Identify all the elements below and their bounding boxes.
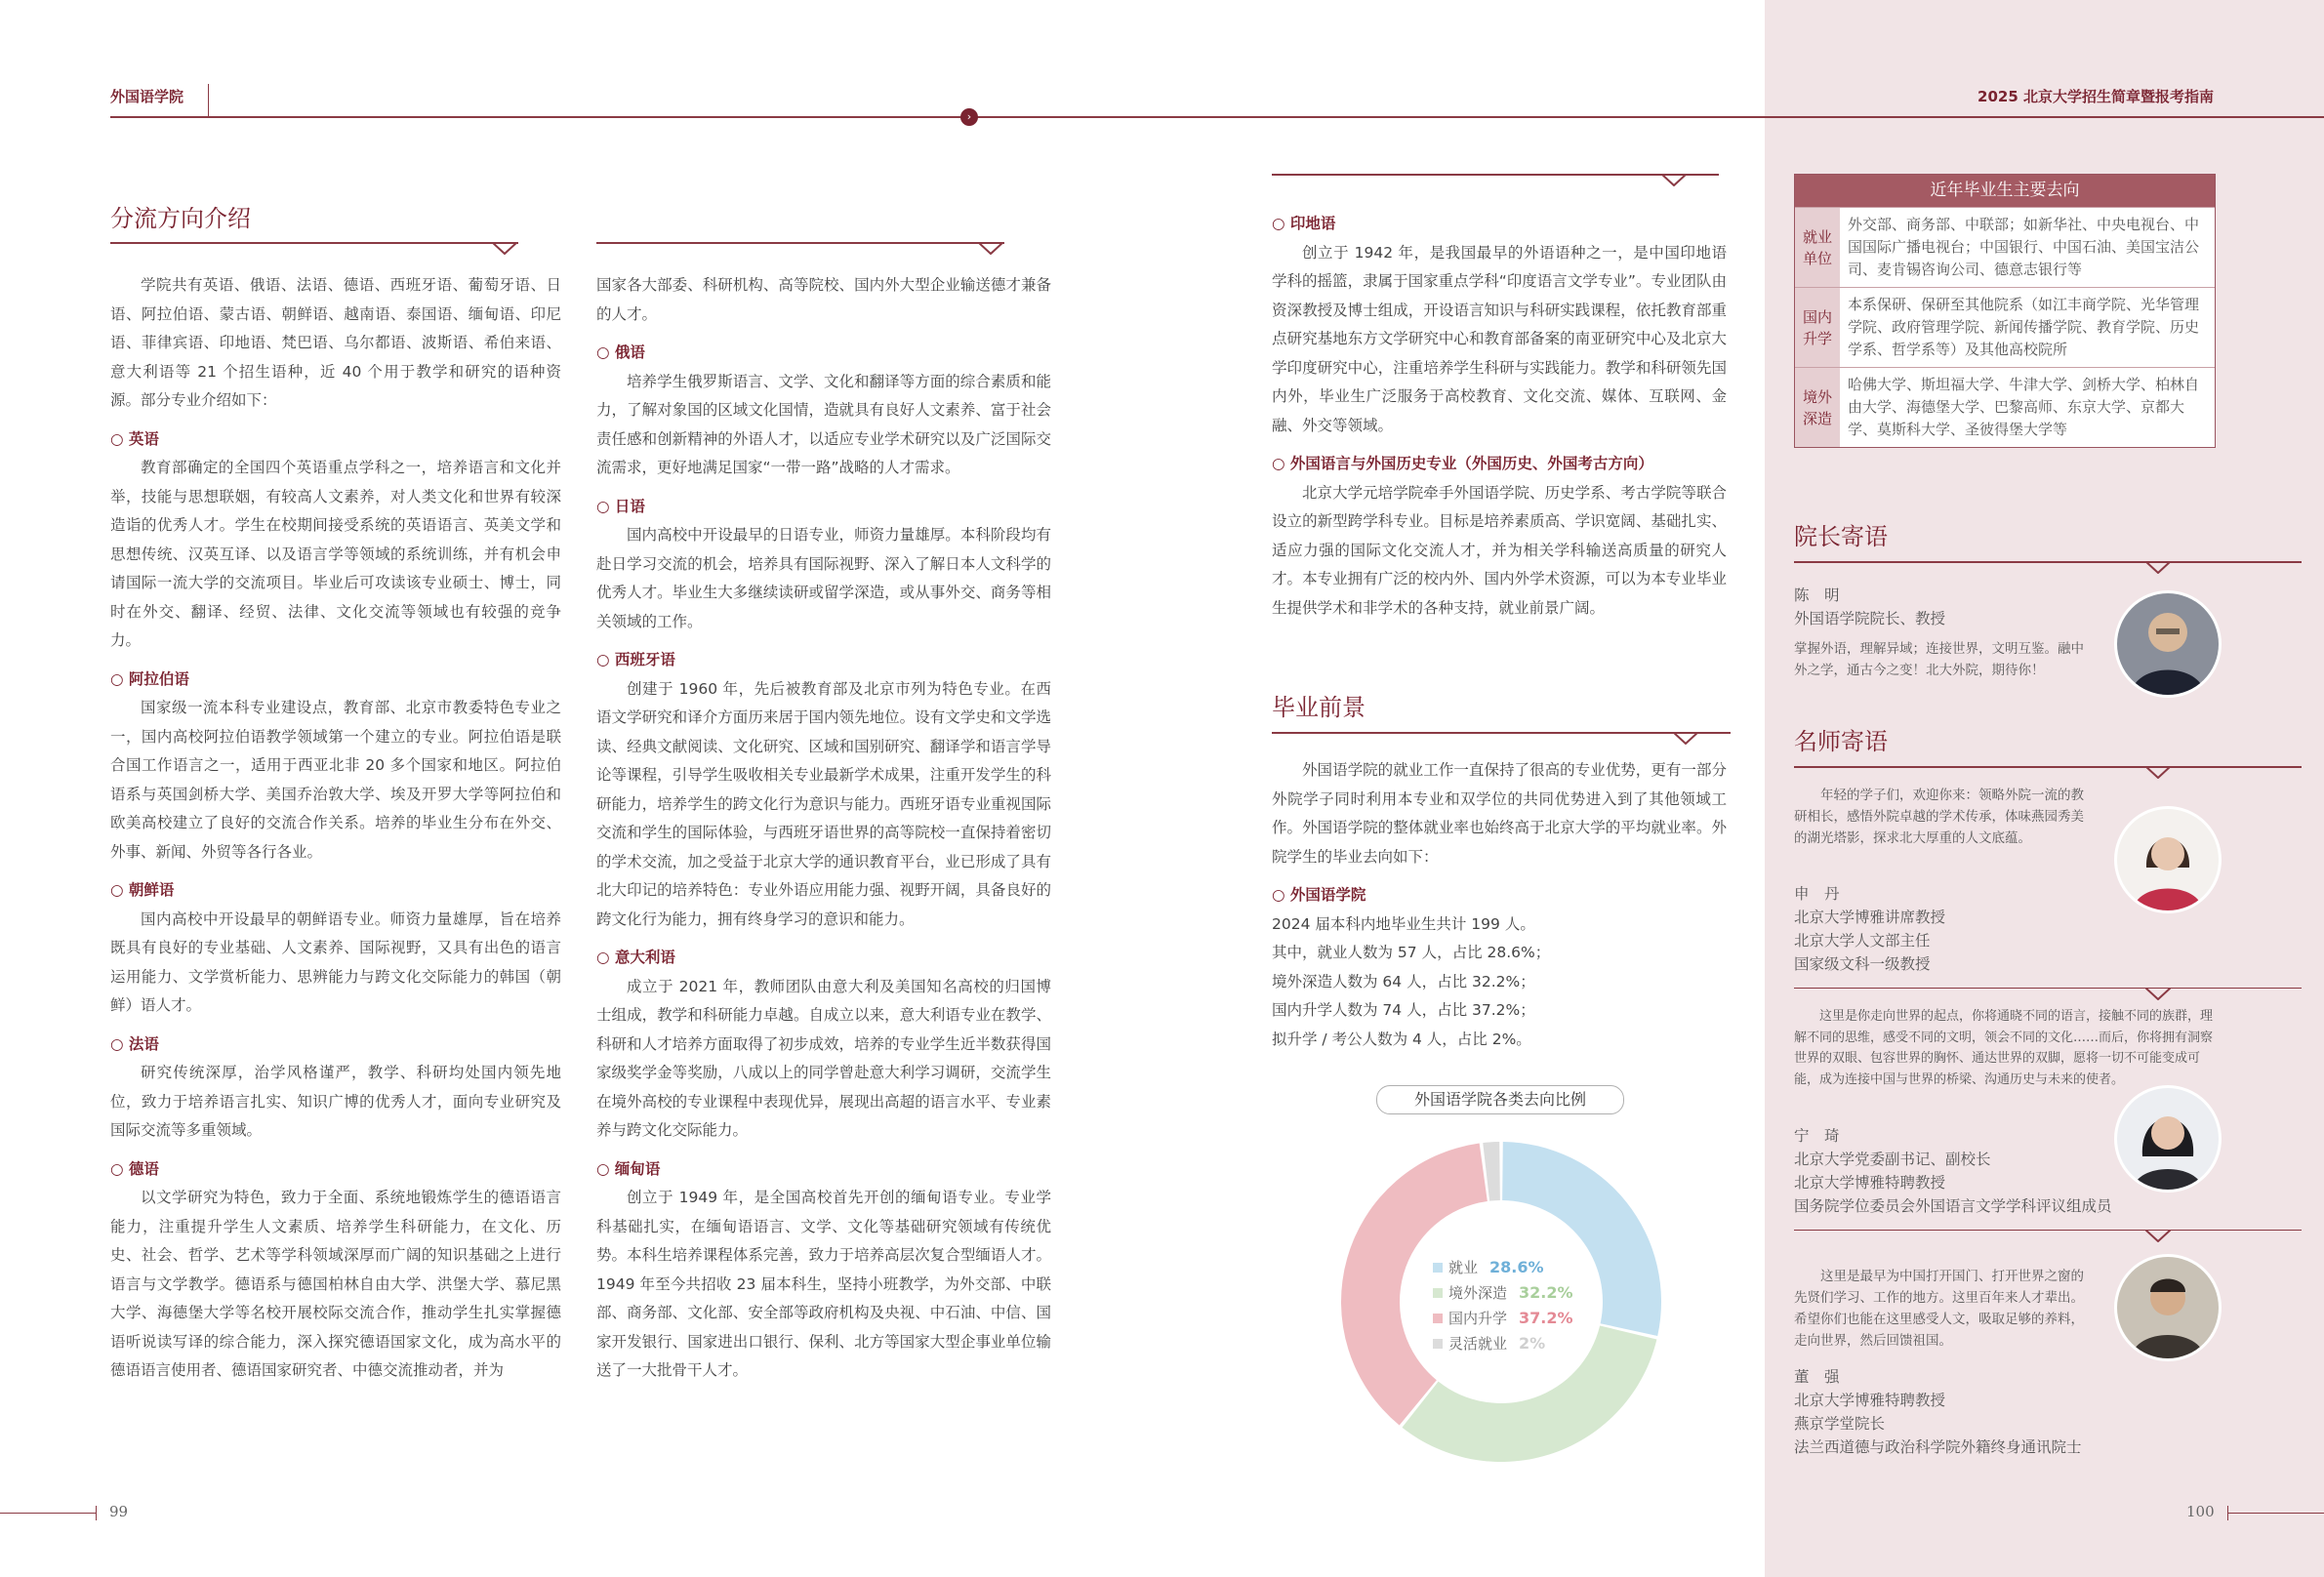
avatar <box>2114 590 2222 698</box>
major-desc-burmese: 创立于 1949 年，是全国高校首先开创的缅甸语专业。专业学科基础扎实，在缅甸语语言、文学、文化等基础研究领域有传统优势。本科生培养课程体系完善，致力于培养高层次复合型缅语人才。1949 年至今共招收 23 届本科生，坚持小班教学，为外交部、中联部、商务部、文化部、安全部等政府机构及央视、中石油、中信、国家开发银行、国家进出口银行、保利、北方等国家大型企事业单位输送了一大批骨干人才。 <box>596 1189 1051 1379</box>
major-desc-english: 教育部确定的全国四个英语重点学科之一，培养语言和文化并举，技能与思想联姻，有较高人文素养，对人类文化和世界有较深造诣的优秀人才。学生在校期间接受系统的英语语言、英美文学和思想传统、汉英互译、以及语言学等领域的系统训练，并有机会申请国际一流大学的交流项目。毕业后可攻读该专业硕士、博士，同时在外交、翻译、经贸、法律、文化交流等领域也有较强的竞争力。 <box>110 459 561 649</box>
teacher-name: 董 强 <box>1794 1368 1840 1386</box>
major-title-burmese: ○ 缅甸语 <box>596 1155 1051 1185</box>
stat-line: 其中，就业人数为 57 人，占比 28.6%； <box>1272 944 1551 961</box>
teacher-quote: 年轻的学子们，欢迎你来：领略外院一流的教研相长，感悟外院卓越的学术传承，体味燕园秀美的湖光塔影，探求北大厚重的人文底蕴。 <box>1794 788 2084 846</box>
rule-notch-icon <box>492 242 517 255</box>
major-desc-spanish: 创建于 1960 年，先后被教育部及北京市列为特色专业。在西语文学研究和译介方面历来居于国内领先地位。设有文学史和文学选读、经典文献阅读、文化研究、区域和国别研究、翻译学和语言学导论等课程，引导学生吸收相关专业最新学术成果，注重开发学生的科研能力，培养学生的跨文化行为意识与能力。西班牙语专业重视国际交流和学生的国际体验，与西班牙语世界的高等院校一直保持着密切的学术交流，加之受益于北京大学的通识教育平台，业已形成了具有北大印记的培养特色：专业外语应用能力强、视野开阔，具备良好的跨文化行为能力，拥有终身学习的意识和能力。 <box>596 679 1051 928</box>
major-title-history: ○ 外国语言与外国历史专业（外国历史、外国考古方向） <box>1272 450 1727 479</box>
school-stats-title: ○ 外国语学院 <box>1272 881 1727 910</box>
teacher-role: 国家级文科一级教授 <box>1794 955 1931 973</box>
major-title-spanish: ○ 西班牙语 <box>596 646 1051 675</box>
legend-item <box>1433 1331 1573 1356</box>
dean-quote: 掌握外语，理解异域；连接世界，文明互鉴。融中外之学，通古今之变！北大外院，期待你！ <box>1794 641 2084 678</box>
major-desc-history: 北京大学元培学院牵手外国语学院、历史学系、考古学院等联合设立的新型跨学科专业。目标是培养素质高、学识宽阔、基础扎实、适应力强的国际文化交流人才，并为相关学科输送高质量的研究人才。本专业拥有广泛的校内外、国内外学术资源，可以为本专业毕业生提供学术和非学术的各种支持，就业前景广阔。 <box>1272 483 1727 617</box>
major-title-italian: ○ 意大利语 <box>596 944 1051 973</box>
rule-notch-icon <box>1673 732 1698 745</box>
column-3-bottom <box>1272 756 1727 1054</box>
legend-item <box>1433 1280 1573 1306</box>
rule-notch-icon <box>2145 988 2171 1000</box>
teacher-name: 申 丹 <box>1794 885 1840 903</box>
header-rule <box>110 116 2324 118</box>
teacher-role: 北京大学人文部主任 <box>1794 932 1931 950</box>
major-title-english: ○ 英语 <box>110 425 561 455</box>
major-title-french: ○ 法语 <box>110 1031 561 1060</box>
row-value: 哈佛大学、斯坦福大学、牛津大学、剑桥大学、柏林自由大学、海德堡大学、巴黎高师、东京大学、京都大学、莫斯科大学、圣彼得堡大学等 <box>1848 376 2200 438</box>
divider <box>1794 1230 2302 1231</box>
legend-item <box>1433 1306 1573 1331</box>
section-rule <box>110 242 518 244</box>
major-desc-arabic: 国家级一流本科专业建设点，教育部、北京市教委特色专业之一，国内高校阿拉伯语教学领域第一个建立的专业。阿拉伯语是联合国工作语言之一，适用于西亚北非 20 多个国家和地区。阿拉伯语系与英国剑桥大学、美国乔治敦大学、埃及开罗大学等阿拉伯和欧美高校建立了良好的交流合作关系。培养的毕业生分布在外交、外事、新闻、外贸等各行各业。 <box>110 699 561 861</box>
major-title-japanese: ○ 日语 <box>596 493 1051 522</box>
teacher-name: 宁 琦 <box>1794 1127 1840 1145</box>
page-number-right: 100 <box>2186 1503 2215 1520</box>
section-title-teachers: 名师寄语 <box>1794 728 1888 755</box>
column-1 <box>110 271 561 1386</box>
rule-notch-icon <box>978 242 1003 255</box>
row-value: 本系保研、保研至其他院系（如江丰商学院、光华管理学院、政府管理学院、新闻传播学院、教育学院、历史学系、哲学系等）及其他高校院所 <box>1848 296 2200 358</box>
section-title-prospects: 毕业前景 <box>1272 694 1366 721</box>
table-row <box>1795 207 2215 287</box>
german-continued: 国家各大部委、科研机构、高等院校、国内外大型企业输送德才兼备的人才。 <box>596 276 1051 323</box>
row-value: 外交部、商务部、中联部；如新华社、中央电视台、中国国际广播电视台；中国银行、中国石油、美国宝洁公司、麦肯锡咨询公司、德意志银行等 <box>1848 216 2200 278</box>
avatar <box>2114 1085 2222 1193</box>
section-rule <box>1794 766 2302 768</box>
teacher-quote: 这里是最早为中国打开国门、打开世界之窗的先贤们学习、工作的地方。这里百年来人才辈出。希望你们也能在这里感受人文，吸取足够的养料，走向世界，然后回馈祖国。 <box>1794 1269 2084 1349</box>
teacher-role: 北京大学党委副书记、副校长 <box>1794 1151 1991 1168</box>
row-key: 国内升学 <box>1795 288 1840 367</box>
footer-rule <box>2227 1513 2324 1514</box>
chart-legend <box>1433 1255 1573 1356</box>
header-publication-title: 2025 北京大学招生简章暨报考指南 <box>1977 88 2214 105</box>
rule-notch-icon <box>1661 174 1687 186</box>
major-desc-german: 以文学研究为特色，致力于全面、系统地锻炼学生的德语语言能力，注重提升学生人文素质、培养学生科研能力，在文化、历史、社会、哲学、艺术等学科领域深厚而广阔的知识基础之上进行语言与文学教学。德语系与德国柏林自由大学、洪堡大学、慕尼黑大学、海德堡大学等名校开展校际交流合作，推动学生扎实掌握德语听说读写译的综合能力，深入探究德语国家文化，成为高水平的德语语言使用者、德语国家研究者、中德交流推动者，并为 <box>110 1189 561 1379</box>
legend-swatch <box>1433 1314 1443 1323</box>
rule-notch-icon <box>2145 561 2171 574</box>
avatar <box>2114 806 2222 913</box>
section-rule <box>1272 732 1731 734</box>
major-desc-japanese: 国内高校中开设最早的日语专业，师资力量雄厚。本科阶段均有赴日学习交流的机会，培养具有国际视野、深入了解日本人文科学的优秀人才。毕业生大多继续读研或留学深造，或从事外交、商务等相关领域的工作。 <box>596 526 1051 630</box>
header-school-name: 外国语学院 <box>110 88 184 105</box>
legend-swatch <box>1433 1288 1443 1298</box>
dean-role: 外国语学院院长、教授 <box>1794 610 1946 627</box>
legend-swatch <box>1433 1339 1443 1349</box>
major-title-hindi: ○ 印地语 <box>1272 210 1727 239</box>
stat-line: 拟升学 / 考公人数为 4 人，占比 2%。 <box>1272 1030 1531 1048</box>
teacher-role: 燕京学堂院长 <box>1794 1415 1886 1433</box>
page-number-left: 99 <box>109 1503 129 1520</box>
legend-label: 灵活就业 <box>1448 1335 1508 1353</box>
major-desc-russian: 培养学生俄罗斯语言、文学、文化和翻译等方面的综合素质和能力，了解对象国的区域文化国情，造就具有良好人文素养、富于社会责任感和创新精神的外语人才，以适应专业学术研究以及广泛国际交流需求，更好地满足国家“一带一路”战略的人才需求。 <box>596 372 1051 476</box>
major-desc-french: 研究传统深厚，治学风格谨严，教学、科研均处国内领先地位，致力于培养语言扎实、知识广博的优秀人才，面向专业研究及国际交流等多重领域。 <box>110 1064 561 1139</box>
header-divider <box>208 84 209 117</box>
major-title-russian: ○ 俄语 <box>596 339 1051 368</box>
row-key: 境外深造 <box>1795 368 1840 447</box>
section-title-majors: 分流方向介绍 <box>110 205 251 232</box>
teacher-role: 北京大学博雅讲席教授 <box>1794 909 1946 926</box>
stat-line: 境外深造人数为 64 人，占比 32.2%； <box>1272 972 1535 991</box>
major-desc-korean: 国内高校中开设最早的朝鲜语专业。师资力量雄厚，旨在培养既具有良好的专业基础、人文素养、国际视野，又具有出色的语言运用能力、文学赏析能力、思辨能力与跨文化交际能力的韩国（朝鲜）语人才。 <box>110 910 561 1014</box>
legend-label: 就业 <box>1448 1259 1479 1276</box>
stat-line: 国内升学人数为 74 人，占比 37.2%； <box>1272 1001 1535 1019</box>
legend-label: 境外深造 <box>1448 1284 1508 1302</box>
rule-notch-icon <box>2145 766 2171 779</box>
divider <box>1794 988 2302 989</box>
legend-swatch <box>1433 1263 1443 1273</box>
stat-line: 2024 届本科内地毕业生共计 199 人。 <box>1272 914 1535 933</box>
chevron-right-icon: › <box>960 108 978 126</box>
intro-paragraph: 学院共有英语、俄语、法语、德语、西班牙语、葡萄牙语、日语、阿拉伯语、蒙古语、朝鲜语、越南语、泰国语、缅甸语、印尼语、菲律宾语、印地语、梵巴语、乌尔都语、波斯语、希伯来语、意大利语等 21 个招生语种，近 40 个用于教学和研究的语种资源。部分专业介绍如下： <box>110 276 561 409</box>
avatar <box>2114 1254 2222 1361</box>
major-desc-italian: 成立于 2021 年，教师团队由意大利及美国知名高校的归国博士组成，教学和科研能力卓越。自成立以来，意大利语专业在教学、科研和人才培养方面取得了初步成效，培养的专业学生近半数获得国家级奖学金等奖励，八成以上的同学曾赴意大利学习调研，交流学生在境外高校的专业课程中表现优异，展现出高超的语言水平、专业素养与跨文化交际能力。 <box>596 977 1051 1139</box>
table-row <box>1795 287 2215 367</box>
major-title-german: ○ 德语 <box>110 1155 561 1185</box>
legend-value: 37.2% <box>1519 1309 1573 1327</box>
dean-name: 陈 明 <box>1794 586 1840 604</box>
legend-label: 国内升学 <box>1448 1310 1508 1327</box>
table-title: 近年毕业生主要去向 <box>1795 175 2215 207</box>
legend-item <box>1433 1255 1573 1280</box>
teacher-role: 法兰西道德与政治科学院外籍终身通讯院士 <box>1794 1438 2082 1456</box>
prospects-intro: 外国语学院的就业工作一直保持了很高的专业优势，更有一部分外院学子同时利用本专业和双学位的共同优势进入到了其他领域工作。外国语学院的整体就业率也始终高于北京大学的平均就业率。外院学生的毕业去向如下： <box>1272 761 1727 866</box>
teacher-role: 北京大学博雅特聘教授 <box>1794 1392 1946 1409</box>
footer-tick <box>96 1506 97 1520</box>
section-rule <box>596 242 1004 244</box>
legend-value: 2% <box>1519 1334 1546 1353</box>
chart-title-pill: 外国语学院各类去向比例 <box>1376 1085 1624 1114</box>
graduate-destinations-table <box>1794 174 2216 448</box>
teacher-quote: 这里是你走向世界的起点，你将通晓不同的语言，接触不同的族群，理解不同的思维，感受不同的文明，领会不同的文化……而后，你将拥有洞察世界的双眼、包容世界的胸怀、通达世界的双脚，愿将一切不可能变成可能，成为连接中国与世界的桥梁、沟通历史与未来的使者。 <box>1794 1009 2214 1087</box>
row-key: 就业单位 <box>1795 208 1840 287</box>
section-title-dean: 院长寄语 <box>1794 523 1888 550</box>
major-title-arabic: ○ 阿拉伯语 <box>110 666 561 695</box>
teacher-role: 北京大学博雅特聘教授 <box>1794 1174 1946 1192</box>
legend-value: 32.2% <box>1519 1283 1573 1302</box>
section-rule <box>1794 561 2302 563</box>
section-rule <box>1272 174 1719 176</box>
rule-notch-icon <box>2145 1230 2171 1242</box>
column-2 <box>596 271 1051 1386</box>
teacher-role: 国务院学位委员会外国语言文学学科评议组成员 <box>1794 1197 2112 1215</box>
major-desc-hindi: 创立于 1942 年，是我国最早的外语语种之一，是中国印地语学科的摇篮，隶属于国家重点学科“印度语言文学专业”。专业团队由资深教授及博士组成，开设语言知识与科研实践课程，依托教育部重点研究基地东方文学研究中心和教育部备案的南亚研究中心及北京大学印度研究中心，注重培养学生科研与实践能力。教学和科研领先国内外，毕业生广泛服务于高校教育、文化交流、媒体、互联网、金融、外交等领域。 <box>1272 243 1727 434</box>
column-3-top <box>1272 200 1727 623</box>
table-row <box>1795 367 2215 447</box>
legend-value: 28.6% <box>1489 1258 1544 1276</box>
footer-rule <box>0 1513 96 1514</box>
major-title-korean: ○ 朝鲜语 <box>110 876 561 906</box>
